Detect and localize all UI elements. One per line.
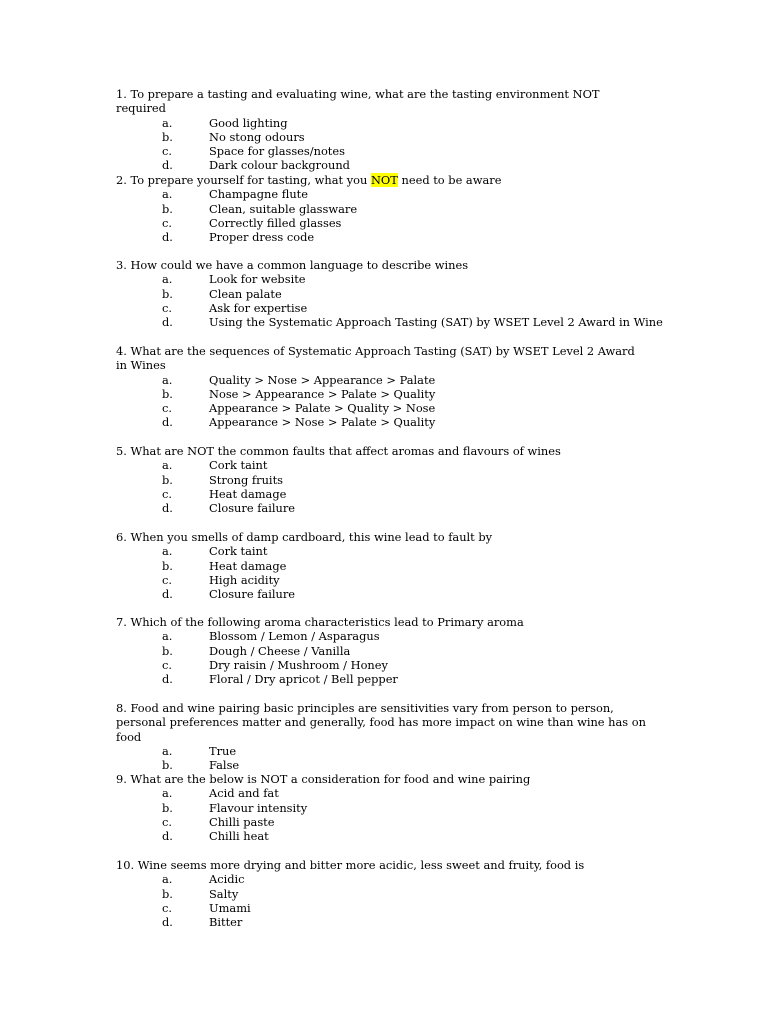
option-b	[116, 287, 646, 301]
option-text: Closure failure	[209, 501, 296, 516]
option-letter: a.	[162, 743, 173, 758]
option-letter: a.	[162, 187, 173, 202]
option-d	[116, 587, 646, 601]
option-text: Floral / Dry apricot / Bell pepper	[209, 672, 398, 687]
option-text: Appearance > Palate > Quality > Nose	[209, 401, 436, 416]
option-c	[116, 301, 646, 315]
question-text: 1. To prepare a tasting and evaluating wine, what are the tasting environment NOT required	[116, 87, 600, 116]
option-letter: c.	[162, 144, 173, 159]
option-b	[116, 559, 646, 573]
option-text: Chilli heat	[209, 829, 269, 844]
option-c	[116, 658, 646, 672]
option-a	[116, 458, 646, 472]
option-letter: a.	[162, 272, 173, 287]
option-letter: b.	[162, 558, 173, 573]
option-text: Heat damage	[209, 486, 287, 501]
question-text: 7. Which of the following aroma characteristics lead to Primary aroma	[116, 615, 524, 629]
option-letter: a.	[162, 629, 173, 644]
option-letter: c.	[162, 300, 173, 315]
option-b	[116, 473, 646, 487]
highlighted-text: NOT	[370, 173, 398, 187]
question-2	[116, 173, 646, 244]
option-c	[116, 815, 646, 829]
option-a	[116, 786, 646, 800]
option-b	[116, 758, 646, 772]
option-text: Champagne flute	[209, 187, 308, 202]
option-letter: b.	[162, 758, 173, 773]
option-a	[116, 744, 646, 758]
option-text: No stong odours	[209, 129, 305, 144]
option-c	[116, 216, 646, 230]
question-text: 10. Wine seems more drying and bitter more acidic, less sweet and fruity, food is	[116, 858, 585, 872]
option-d	[116, 415, 646, 429]
option-letter: c.	[162, 900, 173, 915]
option-letter: d.	[162, 672, 173, 687]
option-text: Proper dress code	[209, 230, 315, 245]
option-b	[116, 644, 646, 658]
option-text: High acidity	[209, 572, 280, 587]
option-b	[116, 130, 646, 144]
option-letter: b.	[162, 886, 173, 901]
option-c	[116, 487, 646, 501]
option-text: Dry raisin / Mushroom / Honey	[209, 657, 388, 672]
question-7	[116, 615, 646, 686]
option-text: Look for website	[209, 272, 306, 287]
question-text-part: need to be aware	[397, 173, 502, 187]
option-b	[116, 801, 646, 815]
question-text: 8. Food and wine pairing basic principles are sensitivities vary from person to person, personal preferences matter and generally, food has more impact on wine than wine has on food	[116, 701, 646, 744]
option-c	[116, 144, 646, 158]
option-text: Dough / Cheese / Vanilla	[209, 643, 351, 658]
question-9	[116, 772, 646, 843]
option-letter: c.	[162, 215, 173, 230]
option-c	[116, 401, 646, 415]
question-8	[116, 701, 646, 772]
option-letter: c.	[162, 401, 173, 416]
option-letter: b.	[162, 800, 173, 815]
option-text: Salty	[209, 886, 239, 901]
option-b	[116, 887, 646, 901]
option-text: Chilli paste	[209, 814, 275, 829]
question-text-part: 2. To prepare yourself for tasting, what you	[116, 173, 371, 187]
option-letter: d.	[162, 587, 173, 602]
option-text: Ask for expertise	[209, 300, 308, 315]
option-text: Umami	[209, 900, 251, 915]
question-4	[116, 344, 646, 430]
option-letter: c.	[162, 657, 173, 672]
option-c	[116, 901, 646, 915]
option-b	[116, 202, 646, 216]
question-text: 9. What are the below is NOT a consideration for food and wine pairing	[116, 772, 531, 786]
option-text: Dark colour background	[209, 158, 350, 173]
question-10	[116, 858, 646, 929]
option-d	[116, 829, 646, 843]
option-d	[116, 501, 646, 515]
option-letter: c.	[162, 572, 173, 587]
option-letter: a.	[162, 544, 173, 559]
option-text: False	[209, 758, 240, 773]
option-letter: c.	[162, 814, 173, 829]
option-letter: c.	[162, 486, 173, 501]
option-letter: b.	[162, 201, 173, 216]
option-a	[116, 629, 646, 643]
question-3	[116, 258, 663, 330]
option-letter: d.	[162, 501, 173, 516]
question-text: 3. How could we have a common language to describe wines	[116, 258, 469, 272]
option-text: Good lighting	[209, 115, 288, 130]
option-letter: d.	[162, 158, 173, 173]
option-d	[116, 915, 646, 929]
option-text: Nose > Appearance > Palate > Quality	[209, 386, 436, 401]
option-text: True	[209, 743, 237, 758]
option-letter: d.	[162, 829, 173, 844]
question-text: 5. What are NOT the common faults that affect aromas and flavours of wines	[116, 444, 561, 458]
question-1	[116, 87, 646, 173]
question-text: 4. What are the sequences of Systematic Approach Tasting (SAT) by WSET Level 2 Award in Wines	[116, 344, 635, 373]
option-text: Acid and fat	[209, 786, 279, 801]
option-text: Using the Systematic Approach Tasting (SAT) by WSET Level 2 Award in Wine	[209, 315, 663, 330]
option-text: Acidic	[209, 872, 245, 887]
option-letter: a.	[162, 115, 173, 130]
option-d	[116, 230, 646, 244]
option-letter: d.	[162, 915, 173, 930]
option-text: Bitter	[209, 915, 243, 930]
question-text: 6. When you smells of damp cardboard, this wine lead to fault by	[116, 530, 493, 544]
option-c	[116, 573, 646, 587]
option-text: Cork taint	[209, 544, 268, 559]
question-6	[116, 530, 646, 601]
option-text: Space for glasses/notes	[209, 144, 345, 159]
option-a	[116, 116, 646, 130]
option-d	[116, 672, 646, 686]
option-letter: a.	[162, 872, 173, 887]
option-d	[116, 315, 663, 330]
option-letter: a.	[162, 458, 173, 473]
option-text: Flavour intensity	[209, 800, 308, 815]
option-text: Strong fruits	[209, 472, 283, 487]
option-text: Clean, suitable glassware	[209, 201, 358, 216]
option-letter: b.	[162, 472, 173, 487]
option-letter: b.	[162, 643, 173, 658]
option-a	[116, 373, 646, 387]
option-text: Closure failure	[209, 587, 296, 602]
option-a	[116, 544, 646, 558]
option-text: Correctly filled glasses	[209, 215, 342, 230]
option-b	[116, 387, 646, 401]
option-text: Blossom / Lemon / Asparagus	[209, 629, 380, 644]
option-letter: a.	[162, 786, 173, 801]
question-text	[116, 173, 646, 187]
option-letter: b.	[162, 286, 173, 301]
option-a	[116, 872, 646, 886]
question-5	[116, 444, 646, 515]
option-text: Clean palate	[209, 286, 282, 301]
option-letter: b.	[162, 129, 173, 144]
option-letter: b.	[162, 386, 173, 401]
option-letter: d.	[162, 230, 173, 245]
option-d	[116, 158, 646, 172]
option-a	[116, 187, 646, 201]
option-letter: d.	[162, 415, 173, 430]
option-text: Quality > Nose > Appearance > Palate	[209, 372, 436, 387]
option-letter: a.	[162, 372, 173, 387]
option-text: Cork taint	[209, 458, 268, 473]
option-a	[116, 272, 646, 286]
option-text: Heat damage	[209, 558, 287, 573]
option-letter: d.	[162, 315, 173, 330]
option-text: Appearance > Nose > Palate > Quality	[209, 415, 436, 430]
